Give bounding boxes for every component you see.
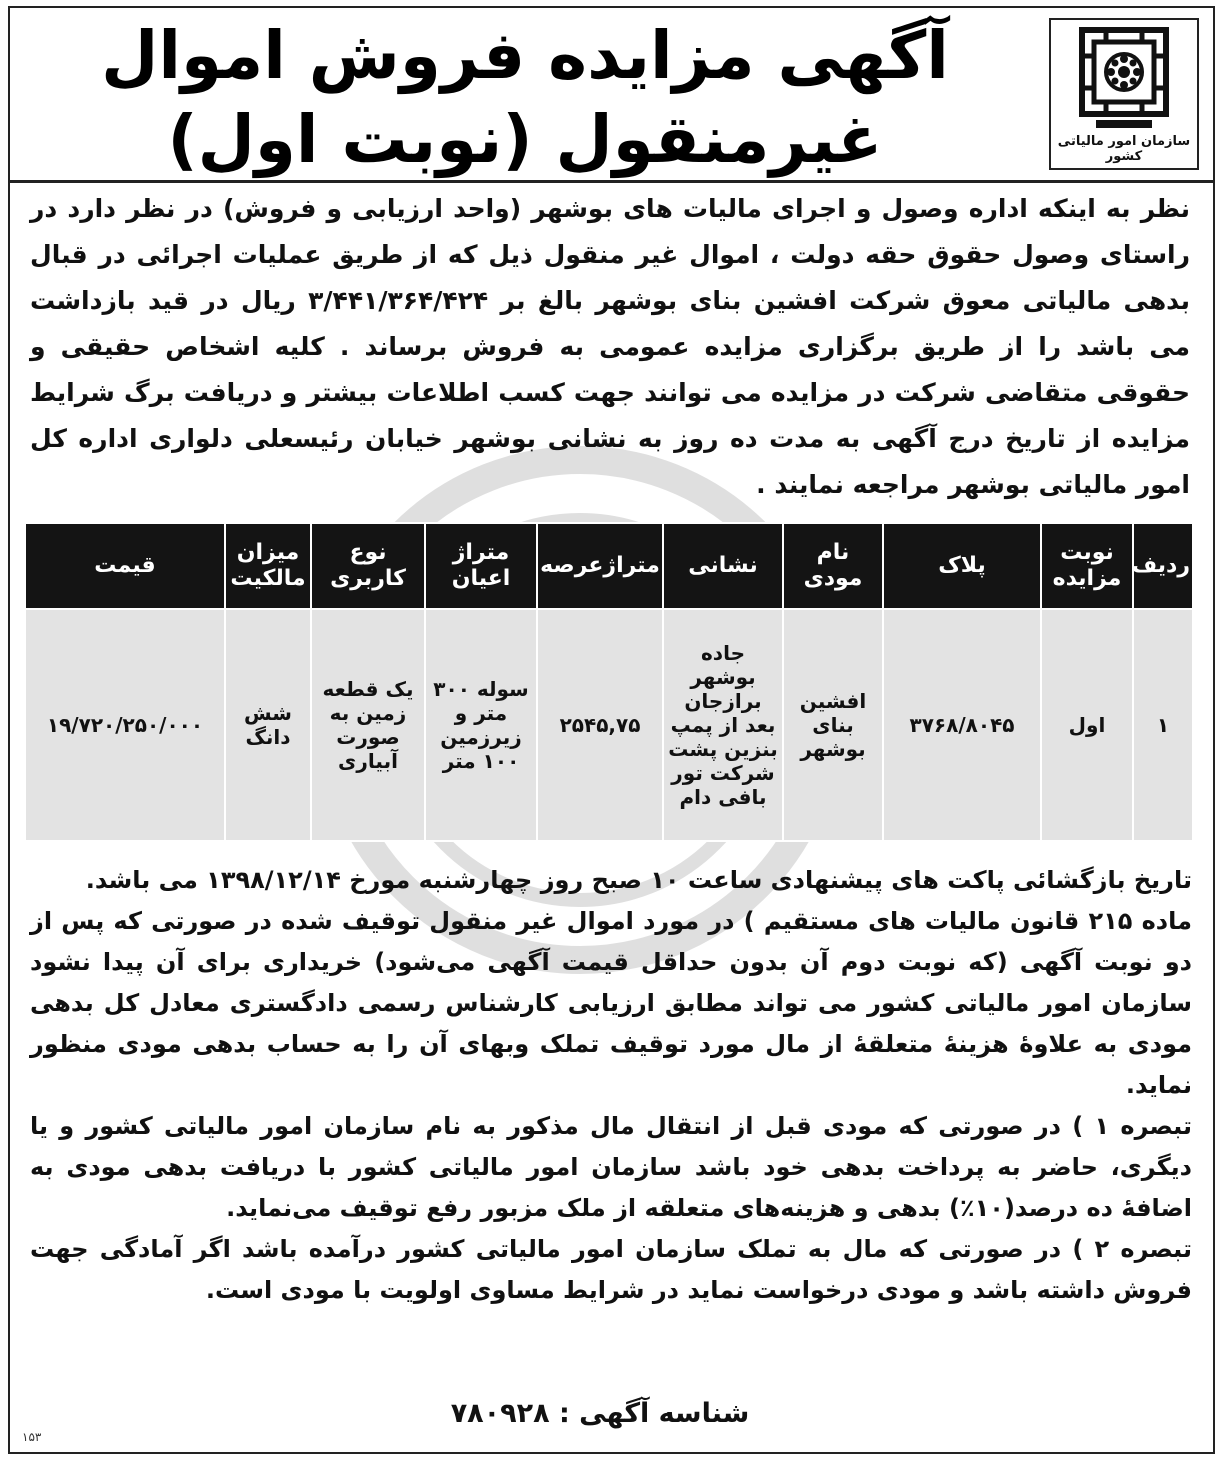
header-pelak: پلاک — [883, 523, 1041, 609]
intro-paragraph: نظر به اینکه اداره وصول و اجرای مالیات های بوشهر (واحد ارزیابی و فروش) در نظر دارد در راستای وصول حقوق حقه دولت ، اموال غیر منقول ذیل که از طریق عملیات اجرائی در قبال بدهی مالیاتی معوق شرکت افشین بنای بوشهر بالغ بر ۳/۴۴۱/۳۶۴/۴۲۴ ریال در قید بازداشت می باشد را از طریق برگزاری مزایده عمومی به فروش برساند . کلیه اشخاص حقیقی و حقوقی متقاضی شرکت در مزایده می توانند جهت کسب اطلاعات بیشتر و دریافت برگ شرایط مزایده از تاریخ درج آگهی به مدت ده روز به نشانی بوشهر خیابان رئیسعلی دلواری اداره کل امور مالیاتی بوشهر مراجعه نمایند . — [30, 194, 1191, 499]
logo-caption: سازمان امور مالیاتی کشور — [1057, 134, 1191, 164]
notice-header — [10, 8, 1213, 183]
header-address: نشانی — [663, 523, 783, 609]
cell-radif: ۱ — [1133, 609, 1193, 841]
title-line-1: آگهی مزایده فروش اموال — [101, 17, 949, 94]
header-arse: متراژعرصه — [537, 523, 663, 609]
tax-organization-logo — [1049, 18, 1199, 170]
property-table — [24, 522, 1194, 842]
ad-identifier: شناسه آگهی : ۷۸۰۹۲۸ — [450, 1398, 750, 1429]
header-karbari: نوع کاربری — [311, 523, 425, 609]
tax-organization-seal-icon — [1076, 26, 1172, 134]
header-name: نام مودی — [783, 523, 883, 609]
conditions-text — [30, 860, 1192, 1311]
cell-gheymat: ۱۹/۷۲۰/۲۵۰/۰۰۰ — [25, 609, 225, 841]
cell-nobat: اول — [1041, 609, 1133, 841]
header-malekiat: میزان مالکیت — [225, 523, 311, 609]
cell-name: افشین بنای بوشهر — [783, 609, 883, 841]
header-radif: ردیف — [1133, 523, 1193, 609]
cell-arse: ۲۵۴۵,۷۵ — [537, 609, 663, 841]
opening-date-paragraph: تاریخ بازگشائی پاکت های پیشنهادی ساعت ۱۰ صبح روز چهارشنبه مورخ ۱۳۹۸/۱۲/۱۴ می باشد. — [85, 866, 1192, 894]
header-gheymat: قیمت — [25, 523, 225, 609]
cell-ayan: سوله ۳۰۰ متر و زیرزمین ۱۰۰ متر — [425, 609, 537, 841]
table-row — [25, 609, 1193, 841]
header-ayan: متراژ اعیان — [425, 523, 537, 609]
title-line-2: غیرمنقول (نوبت اول) — [167, 101, 883, 178]
header-nobat: نوبت مزایده — [1041, 523, 1133, 609]
cell-address: جاده بوشهر برازجان بعد از پمپ بنزین پشت شرکت تور بافی دام — [663, 609, 783, 841]
table-header-row — [25, 523, 1193, 609]
article-215-paragraph: ماده ۲۱۵ قانون مالیات های مستقیم ) در مورد اموال غیر منقول توقیف شده در صورتی که پس از دو نوبت آگهی (که نوبت دوم آن بدون حداقل قیمت آگهی می‌شود) خریداری برای آن پیدا نشود سازمان امور مالیاتی کشور می تواند مطابق ارزیابی کارشناس رسمی دادگستری معادل کل بدهی مودی به علاوهٔ هزینهٔ متعلقهٔ از مال مورد توقیف تملک وبهای آن را به حساب بدهی مودی منظور نماید. — [30, 907, 1192, 1099]
cell-pelak: ۳۷۶۸/۸۰۴۵ — [883, 609, 1041, 841]
note-2-paragraph: تبصره ۲ ) در صورتی که مال به تملک سازمان امور مالیاتی کشور درآمده باشد اگر آمادگی جهت فروش داشته باشد و مودی درخواست نماید در شرایط مساوی اولویت با مودی است. — [30, 1235, 1192, 1304]
page-number: ۱۵۳ — [22, 1430, 42, 1444]
cell-malekiat: شش دانگ — [225, 609, 311, 841]
cell-karbari: یک قطعه زمین به صورت آبیاری — [311, 609, 425, 841]
notice-title — [30, 14, 1020, 182]
note-1-paragraph: تبصره ۱ ) در صورتی که مودی قبل از انتقال مال مذکور به نام سازمان امور مالیاتی کشور و یا دیگری، حاضر به پرداخت بدهی خود باشد سازمان امور مالیاتی کشور با دریافت بدهی مودی به اضافهٔ ده درصد(۱۰٪) بدهی و هزینه‌های متعلقه از ملک مزبور رفع توقیف می‌نماید. — [30, 1112, 1192, 1222]
